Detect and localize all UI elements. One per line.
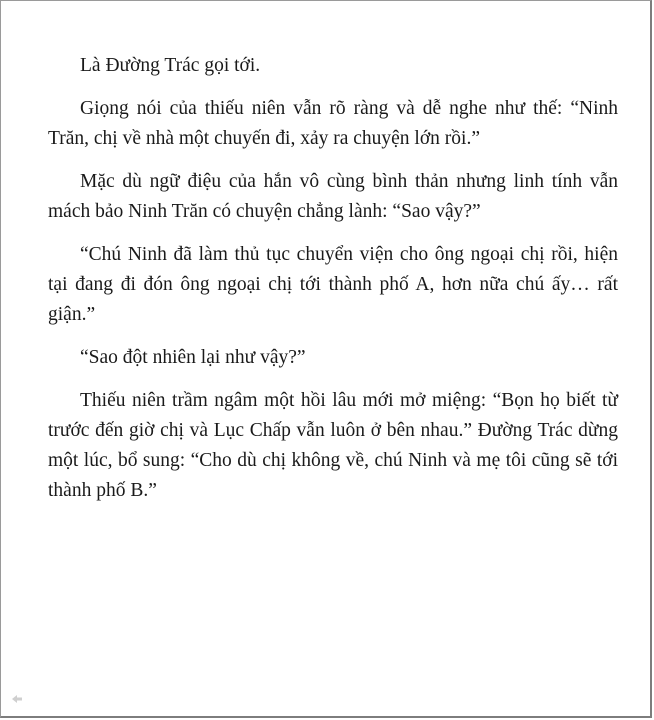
- page-corner-icon: [11, 694, 23, 704]
- page-corner-icon-svg: [11, 694, 23, 704]
- paragraph-1: Là Đường Trác gọi tới.: [80, 55, 261, 76]
- paragraph-3: Mặc dù ngữ điệu của hắn vô cùng bình thản nhưng linh tính vẫn mách bảo Ninh Trăn có chuyện chẳng lành: “Sao vậy?”: [48, 171, 618, 222]
- paragraph-5: “Sao đột nhiên lại như vậy?”: [80, 347, 306, 368]
- document-body: [48, 51, 618, 519]
- paragraph-6: Thiếu niên trầm ngâm một hồi lâu mới mở miệng: “Bọn họ biết từ trước đến giờ chị và Lục Chấp vẫn luôn ở bên nhau.” Đường Trác dừng một lúc, bổ sung: “Cho dù chị không về, chú Ninh và mẹ tôi cũng sẽ tới thành phố B.”: [48, 390, 618, 501]
- paragraph-2: Giọng nói của thiếu niên vẫn rõ ràng và dễ nghe như thế: “Ninh Trăn, chị về nhà một chuyến đi, xảy ra chuyện lớn rồi.”: [48, 98, 618, 149]
- paragraph-4: “Chú Ninh đã làm thủ tục chuyển viện cho ông ngoại chị rồi, hiện tại đang đi đón ông ngoại chị tới thành phố A, hơn nữa chú ấy… rất giận.”: [48, 244, 618, 325]
